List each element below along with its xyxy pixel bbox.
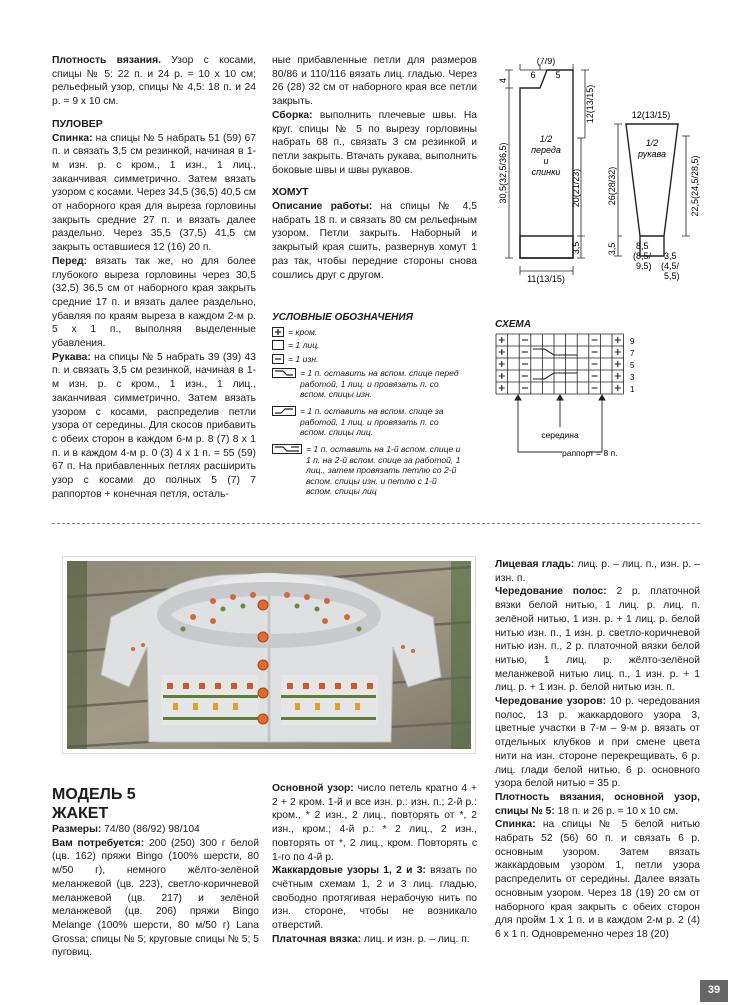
- body-height-side: 20(21/23): [571, 168, 581, 208]
- garter-label: Платочная вязка:: [272, 933, 362, 945]
- row-number: 7: [630, 349, 635, 358]
- work-text: на спицы № 4,5 набрать 18 п. и связать 80 см рельефным узором. Петли закрыть. Наборный и закрытый края сшить, развернув хомут 1 раз так, чтобы передние стороны снова сошлись друг с другом.: [272, 201, 477, 281]
- page-number: 39: [700, 980, 728, 1002]
- collar-heading: ХОМУТ: [272, 186, 309, 199]
- jacket-back-label: Спинка:: [495, 819, 536, 831]
- row-number: 9: [630, 337, 635, 346]
- legend-text: = кром.: [288, 327, 318, 337]
- sleeve-height-total: 26(28/32): [607, 166, 617, 206]
- needs-text: 200 (250) 300 г белой (цв. 162) пряжи Bingo (100% шерсти, 80 м/50 г), немного жёлто-зелёной меланжевой (цв. 223), светло-коричневой меланжевой (цв. 217) и зелёной меланжевой (цв. 206) пряжи Bingo Melange (100% шерсти, 80 м/50 г) Lana Grossa; спицы № 5; круговые спицы № 5; 5 пуговиц.: [52, 837, 260, 959]
- section-divider: [52, 523, 700, 524]
- body-top-dim: (7/9): [536, 58, 556, 66]
- body-dim-a: 6: [530, 70, 536, 80]
- density-label: Плотность вязания.: [52, 55, 161, 66]
- sleeve-height-side: 22,5(24,5/28,5): [690, 155, 700, 217]
- garter-text: лиц. и изн. р. – лиц. п.: [361, 933, 470, 945]
- cable-scheme-chart: [492, 332, 652, 462]
- needs-label: Вам потребуется:: [52, 837, 145, 849]
- main-pattern-label: Основной узор:: [272, 783, 354, 794]
- jacquard-label: Жаккардовые узоры 1, 2 и 3:: [272, 865, 426, 877]
- legend-item: [272, 340, 320, 351]
- row-number: 1: [630, 385, 635, 394]
- density-text: Узор с косами, спицы № 5: 22 п. и 24 р. = 10 х 10 см; рельефный узор, спицы № 4,5: 18 п. и 24 р. = 9 х 10 см.: [52, 55, 257, 108]
- purl-stitch-symbol: [272, 354, 284, 364]
- legend-item: [272, 368, 462, 400]
- sleeve-bottom-dim-b: 3,5 (4,5/ 5,5): [661, 251, 680, 281]
- knit-stitch-symbol: [272, 340, 284, 350]
- body-dim-four: 4: [498, 77, 508, 83]
- front-text: вязать так же, но для более глубокого выреза горловины через 30,5 (32,5) 36,5 см от наборного края закрыть средние 17 п. и вязать далее раздельно, убавляя по краям выреза в каждом 2-м р. 5 х 1 п., выполняя выделенные убавления.: [52, 255, 256, 350]
- front-label: Перед:: [52, 255, 88, 267]
- legend-item: [272, 327, 317, 338]
- back-label: Спинка:: [52, 132, 93, 144]
- sleeves-label: Рукава:: [52, 351, 91, 363]
- sleeve-pattern-diagram: [606, 106, 706, 291]
- pullover-middle-column: [272, 54, 477, 282]
- stockinette-text: лиц. р. – лиц. п., изн. р. – изн. п.: [495, 559, 700, 584]
- sleeve-bottom-dim-a: 8,5 (8,5/ 9,5): [633, 241, 652, 271]
- stockinette-label: Лицевая гладь:: [495, 559, 575, 570]
- pullover-left-column: [52, 54, 256, 502]
- work-label: Описание работы:: [272, 201, 373, 213]
- jacket-materials-column: [52, 823, 259, 960]
- gauge-text: 18 п. и 26 р. = 10 х 10 см.: [554, 805, 679, 817]
- back-text: на спицы № 5 набрать 51 (59) 67 п. и связать 3,5 см резинкой, начиная в 1-м изн. р. с кром., 1 изн., 1 лиц., заканчивая симметрично. Затем вязать узором с косами. Через 34,5 (36,5) 40,5 см от наборного края для выреза горловины закрыть средние 27 п. и вязать далее раздельно. Через 35,5 (37,5) 41,5 см закрыть оставшиеся 12 (16) 20 п.: [52, 132, 256, 254]
- legend-text: = 1 лиц.: [288, 340, 320, 350]
- assembly-label: Сборка:: [272, 109, 313, 121]
- legend-text: = 1 п. оставить на 1-й вспом. спице и 1 п. на 2-й вспом. спице за работой, 1 лиц., затем провязать петлю со 2-й вспом. спицы изн. и петлю с 1-й вспом. спицы лиц: [306, 444, 461, 496]
- pattern-order-label: Чередование узоров:: [495, 696, 607, 708]
- legend-item: [272, 354, 318, 365]
- model-number: МОДЕЛЬ 5: [52, 786, 136, 803]
- sizes-text: 74/80 (86/92) 98/104: [101, 824, 200, 835]
- body-pattern-diagram: [495, 58, 600, 290]
- cross-right-symbol: [272, 406, 296, 416]
- cross-three-symbol: [272, 444, 302, 454]
- body-height-total: 30,5(32,5/36,5): [498, 142, 508, 204]
- jacket-instructions-column: [495, 558, 700, 942]
- body-rib-height: 3,5: [571, 241, 581, 255]
- edge-stitch-symbol: [272, 327, 284, 337]
- model-title: [52, 785, 136, 823]
- body-width: 11(13/15): [527, 274, 565, 284]
- row-number: 3: [630, 373, 635, 382]
- scheme-rapport-label: раппорт = 8 п.: [562, 448, 618, 458]
- assembly-text: выполнить плечевые швы. На круг. спицы № 5 по вырезу горловины набрать 68 п., связать 3 см резинкой и петли закрыть. Втачать рукава, выполнить боковые швы и швы рукавов.: [272, 109, 477, 176]
- pullover-heading: ПУЛОВЕР: [52, 117, 103, 130]
- legend-item: [272, 444, 464, 497]
- cross-left-symbol: [272, 368, 296, 378]
- stripes-text: 2 р. платочной вязки белой нитью, 1 лиц. р. лиц. п. зелёной нитью, 1 изн. р. + 1 лиц. р. белой нитью изн. п., 1 изн. р. светло-коричневой нитью изн. п., 2 р. платочной вязки белой нитью, 1 лиц. р. жёлто-зелёной меланжевой нитью лиц. п., 1 изн. р. + 1 лиц. р. + 1 изн. р. белой нитью изн. п.: [495, 586, 700, 694]
- sleeve-rib-height: 3,5: [607, 242, 617, 256]
- jacket-patterns-column: [272, 782, 477, 946]
- legend-text: = 1 изн.: [288, 354, 319, 364]
- legend-item: [272, 406, 462, 438]
- body-dim-b: 5: [555, 70, 561, 80]
- jacket-photo: [63, 557, 475, 753]
- sleeves-text: на спицы № 5 набрать 39 (39) 43 п. и связать 3,5 см резинкой, начиная в 1-м изн. р. с кром., 1 изн., 1 лиц., заканчивая симметрично. Затем вязать узором с косами, распределив петли узора от середины. Для скосов прибавить с обеих сторон в каждом 6-м р. 8 (7) 8 х 1 п. и в каждом 4-м р. 0 (3) 4 х 1 п. = 55 (59) 67 п. На прибавленных петлях расширить узор с косами до полных 5 (7) 7 раппортов + конечная петля, осталь-: [52, 351, 256, 500]
- jacquard-text: вязать по счётным схемам 1, 2 и 3 лиц. гладью, свободно протягивая нерабочую нить по изн. стороне, чтобы не возникало отверстий.: [272, 865, 477, 932]
- legend-title: УСЛОВНЫЕ ОБОЗНАЧЕНИЯ: [272, 312, 413, 323]
- jacket-back-text: на спицы № 5 белой нитью набрать 52 (56) 60 п. и связать 6 р. основным узором. Затем вязать жаккардовым узором 1, петли узора распределить от середины. Далее вязать основным узором. Через 18 (19) 20 см от наборного края закрыть с обеих сторон для пройм 1 х 1 п. и в каждом 2-м р. 2 (4) 6 х 1 п. Одновременно через 18 (20): [495, 819, 700, 940]
- main-pattern-text: число петель кратно 4 + 2 + 2 кром. 1-й и все изн. р.: изн. п.; 2-й р.: кром., * 2 изн., 2 лиц., повторять от *, 2 изн., кром.; 4-й р.: * 2 лиц., 2 изн., повторять от *, 2 лиц., кром. Повторять с 1-го по 4-й р.: [272, 783, 477, 863]
- gauge-label: Плотность вязания, основной узор, спицы № 5:: [495, 791, 700, 817]
- pattern-order-text: 10 р. чередования полос, 13 р. жаккардового узора 3, цветные участки в 7-м – 9-м р. вязать от отдельных клубков и при смене цвета нити на изн. стороне перекрещивать, 6 р. лиц. глади белой нитью, 6 р. основного узора белой нитью = 35 р.: [495, 696, 700, 790]
- sizes-label: Размеры:: [52, 824, 102, 835]
- body-armhole-height: 12(13/15): [585, 84, 595, 124]
- row-number: 5: [630, 361, 635, 370]
- sleeve-top-dim: 12(13/15): [631, 110, 671, 120]
- continued-text: ные прибавленные петли для размеров 80/86 и 110/116 вязать лиц. гладью. Через 26 (28) 32 см от наборного края все петли закрыть.: [272, 55, 477, 108]
- sleeve-piece-label: 1/2 рукава: [638, 138, 666, 159]
- model-name: ЖАКЕТ: [52, 805, 109, 822]
- stripes-label: Чередование полос:: [495, 586, 607, 598]
- legend-text: = 1 п. оставить на вспом. спице за работой, 1 лиц. и провязать п. со вспом. спицы лиц.: [300, 406, 444, 437]
- scheme-title: СХЕМА: [495, 319, 531, 330]
- legend-text: = 1 п. оставить на вспом. спице перед работой, 1 лиц. и провязать п. со вспом. спицы изн.: [300, 368, 459, 399]
- scheme-center-label: середина: [541, 430, 579, 440]
- body-piece-label: 1/2 переда и спинки: [531, 134, 561, 177]
